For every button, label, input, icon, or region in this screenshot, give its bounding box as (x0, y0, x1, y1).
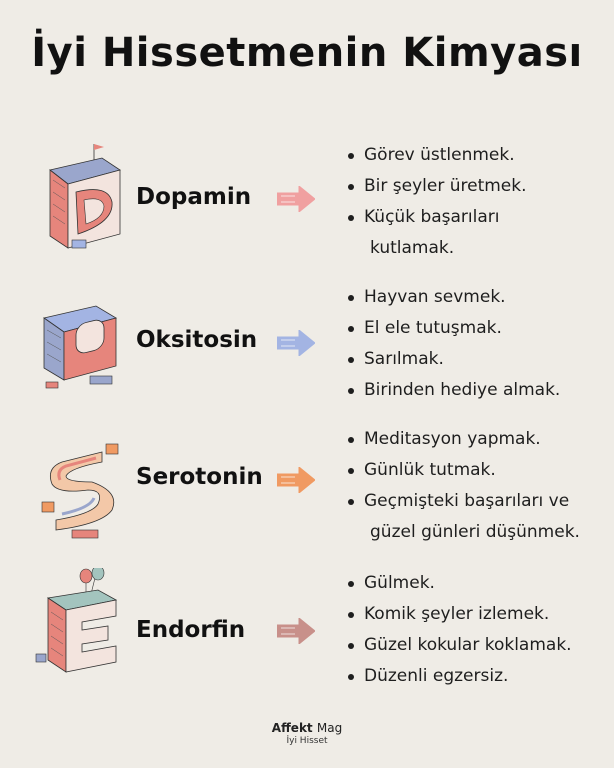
letter-d-building-illustration (32, 140, 128, 250)
brand-subtitle: İyi Hisset (286, 736, 328, 746)
list-item: Birinden hediye almak. (346, 375, 560, 406)
brand-suffix: Mag (316, 721, 343, 735)
list-item: Geçmişteki başarıları ve (346, 486, 580, 517)
arrow-right-icon (277, 330, 315, 356)
letter-o-building-illustration (32, 290, 128, 400)
footer (0, 721, 614, 746)
hormone-name: Oksitosin (136, 327, 258, 353)
activity-list (346, 140, 527, 264)
list-item: Küçük başarıları (346, 202, 527, 233)
list-item-continuation: güzel günleri düşünmek. (370, 522, 580, 542)
letter-s-building-illustration (32, 432, 128, 542)
page-title: İyi Hissetmenin Kimyası (31, 30, 583, 76)
list-item: Günlük tutmak. (346, 455, 580, 486)
list-item: Düzenli egzersiz. (346, 661, 572, 692)
list-item: Gülmek. (346, 568, 572, 599)
arrow-right-icon (277, 186, 315, 212)
activity-list (346, 282, 560, 406)
list-item: Sarılmak. (346, 344, 560, 375)
hormone-name: Serotonin (136, 464, 263, 490)
list-item-continuation: kutlamak. (370, 238, 455, 258)
hormone-name: Dopamin (136, 184, 252, 210)
list-item: El ele tutuşmak. (346, 313, 560, 344)
activity-list (346, 424, 580, 548)
arrow-right-icon (277, 467, 315, 493)
hormone-name: Endorfin (136, 617, 246, 643)
brand-name: Affekt (271, 721, 313, 735)
list-item: Görev üstlenmek. (346, 140, 527, 171)
arrow-right-icon (277, 618, 315, 644)
list-item: Komik şeyler izlemek. (346, 599, 572, 630)
brand-logo (0, 721, 614, 735)
list-item: Meditasyon yapmak. (346, 424, 580, 455)
list-item: Bir şeyler üretmek. (346, 171, 527, 202)
letter-e-building-illustration (32, 568, 128, 678)
list-item: Güzel kokular koklamak. (346, 630, 572, 661)
list-item: Hayvan sevmek. (346, 282, 560, 313)
activity-list (346, 568, 572, 692)
